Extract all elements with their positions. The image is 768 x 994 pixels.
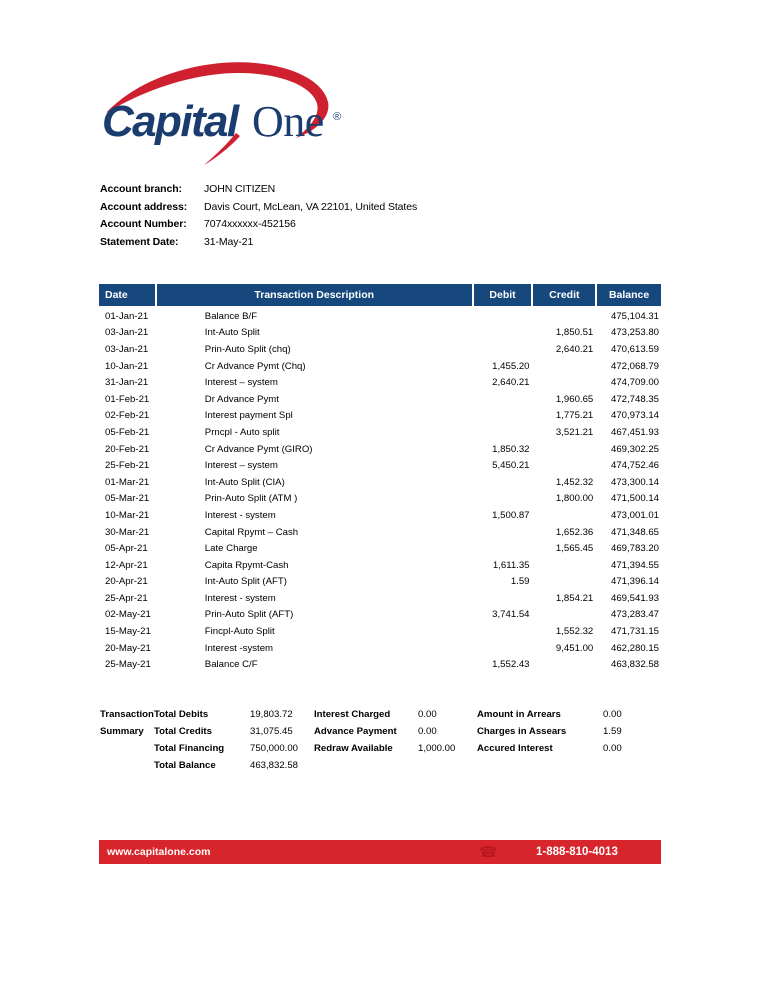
transaction-debit: 1,850.32 [492,443,530,455]
transaction-date: 20-Feb-21 [105,443,150,455]
logo-wordmark-one: One [252,97,324,146]
table-row [99,424,661,441]
table-row [99,408,661,425]
transaction-balance: 469,783.20 [611,543,660,555]
transaction-date: 01-Jan-21 [105,310,149,322]
summary-value: 0.00 [603,709,622,720]
transaction-description: Interest – system [204,377,278,389]
transaction-balance: 472,748.35 [611,393,660,405]
transaction-credit: 9,451.00 [555,642,594,654]
transaction-date: 20-May-21 [105,642,151,654]
transaction-balance: 475,104.31 [611,310,660,322]
transaction-date: 03-Jan-21 [105,327,149,339]
transaction-date: 12-Apr-21 [105,559,148,571]
table-row [99,524,661,541]
table-row [99,640,661,657]
transaction-balance: 471,394.55 [611,559,660,571]
transaction-debit: 1,552.43 [492,659,530,671]
transaction-credit: 1,652.36 [555,526,594,538]
table-row [99,391,661,408]
account-address-value: Davis Court, McLean, VA 22101, United States [204,200,418,213]
table-row [99,607,661,624]
transaction-credit: 3,521.21 [555,426,594,438]
statement-date-label: Statement Date: [100,235,179,248]
transaction-date: 25-Feb-21 [105,460,150,472]
column-header-debit: Debit [474,284,532,306]
table-body [99,308,661,673]
transaction-balance: 473,283.47 [611,609,660,621]
transaction-balance: 473,001.01 [611,509,660,521]
transaction-credit: 1,565.45 [555,543,594,555]
account-branch-label: Account branch: [100,183,182,195]
transaction-date: 05-Feb-21 [105,426,150,438]
summary-value: 0.00 [603,743,622,754]
summary-value: 0.00 [418,709,437,720]
summary-label: Total Debits [154,709,209,720]
transaction-date: 05-Apr-21 [105,543,148,555]
table-row [99,507,661,524]
table-row [99,374,661,391]
transaction-debit: 5,450.21 [492,460,530,472]
transaction-debit: 1,455.20 [492,360,530,372]
summary-label: Total Balance [154,760,216,771]
summary-line [314,740,477,757]
summary-label: Advance Payment [314,726,397,737]
transaction-debit: 1,500.87 [492,509,530,521]
transaction-description: Capital Rpymt – Cash [204,526,299,538]
summary-column-arrears [477,706,647,774]
transaction-date: 02-May-21 [105,609,151,621]
footer-bar [99,840,661,864]
transaction-credit: 1,854.21 [555,592,594,604]
transaction-description: Interest payment Spl [204,410,293,422]
transaction-balance: 471,500.14 [611,493,660,505]
transaction-balance: 474,752.46 [611,460,660,472]
account-info [100,183,660,253]
transaction-summary [100,706,662,774]
table-header-row [99,284,661,306]
table-row [99,574,661,591]
column-header-credit: Credit [533,284,595,306]
summary-column-interest [314,706,477,774]
transaction-balance: 471,396.14 [611,576,660,588]
transaction-description: Prin-Auto Split (chq) [204,343,291,355]
transaction-balance: 469,541.93 [611,592,660,604]
transaction-description: Fincpl-Auto Split [204,626,275,638]
transaction-balance: 471,348.65 [611,526,660,538]
summary-label: Total Financing [154,743,225,754]
transaction-balance: 473,253.80 [611,327,660,339]
statement-date-row [100,236,660,254]
transaction-description: Late Charge [204,543,258,555]
transaction-description: Dr Advance Pymt [204,393,279,405]
transaction-debit: 1.59 [510,576,530,588]
summary-line [314,723,477,740]
transaction-description: Interest - system [204,592,276,604]
transaction-credit: 1,850.51 [555,327,594,339]
transaction-date: 20-Apr-21 [105,576,148,588]
account-number-row [100,218,660,236]
summary-title [100,706,154,774]
transaction-date: 25-Apr-21 [105,592,148,604]
summary-line [314,706,477,723]
summary-line [477,723,647,740]
summary-value: 750,000.00 [250,743,299,754]
transaction-description: Int-Auto Split (CIA) [204,476,285,488]
account-number-value: 7074xxxxxx-452156 [204,218,296,230]
transaction-description: Capita Rpymt-Cash [204,559,289,571]
summary-label: Charges in Assears [477,726,567,737]
transaction-balance: 463,832.58 [611,659,660,671]
transaction-balance: 470,973.14 [611,410,660,422]
footer-phone-number[interactable]: 1-888-810-4013 [536,846,618,858]
transaction-balance: 470,613.59 [611,343,660,355]
transaction-balance: 473,300.14 [611,476,660,488]
transaction-date: 15-May-21 [105,626,151,638]
table-row [99,590,661,607]
column-header-date: Date [99,284,155,306]
transaction-description: Interest – system [204,460,278,472]
table-row [99,358,661,375]
summary-line [154,723,314,740]
phone-icon: ☎ [479,843,498,861]
summary-line [477,706,647,723]
logo-wordmark-capital: Capital [102,97,238,146]
summary-value: 463,832.58 [250,760,299,771]
column-header-balance: Balance [597,284,661,306]
summary-line [154,706,314,723]
summary-line [154,740,314,757]
column-header-description: Transaction Description [157,284,472,306]
transaction-balance: 474,709.00 [611,377,660,389]
table-row [99,557,661,574]
table-row [99,457,661,474]
summary-column-totals [154,706,314,774]
capital-one-logo [100,58,360,170]
transaction-credit: 1,800.00 [555,493,594,505]
transaction-description: Prin-Auto Split (ATM ) [204,493,298,505]
transaction-debit: 3,741.54 [492,609,530,621]
table-row [99,623,661,640]
transaction-description: Interest -system [204,642,274,654]
account-branch-value: JOHN CITIZEN [204,183,276,195]
transaction-date: 05-Mar-21 [105,493,150,505]
statement-date-value: 31-May-21 [204,235,254,248]
transaction-credit: 1,452.32 [555,476,594,488]
summary-value: 1,000.00 [418,743,456,754]
table-row [99,341,661,358]
transaction-credit: 1,552.32 [555,626,594,638]
summary-title-line1: Transaction [100,709,154,720]
summary-value: 31,075.45 [250,726,293,737]
table-row [99,308,661,325]
table-row [99,491,661,508]
transaction-date: 10-Jan-21 [105,360,149,372]
summary-value: 1.59 [603,726,622,737]
transaction-credit: 1,775.21 [555,410,594,422]
transaction-description: Balance B/F [204,310,258,322]
transaction-credit: 2,640.21 [555,343,594,355]
transaction-date: 03-Jan-21 [105,343,149,355]
account-branch-row [100,183,660,201]
transaction-description: Cr Advance Pymt (Chq) [204,360,306,372]
transaction-date: 25-May-21 [105,659,151,671]
transaction-date: 01-Mar-21 [105,476,150,488]
summary-label: Accured Interest [477,743,553,754]
transaction-description: Cr Advance Pymt (GIRO) [204,443,313,455]
account-address-label: Account address: [100,200,188,213]
transaction-description: Prin-Auto Split (AFT) [204,609,294,621]
transaction-description: Interest - system [204,509,276,521]
table-row [99,474,661,491]
transaction-date: 10-Mar-21 [105,509,150,521]
transaction-balance: 472,068.79 [611,360,660,372]
transaction-balance: 467,451.93 [611,426,660,438]
table-row [99,441,661,458]
account-address-row [100,201,660,219]
transaction-date: 31-Jan-21 [105,377,149,389]
summary-label: Redraw Available [314,743,393,754]
table-row [99,656,661,673]
capital-one-logo-svg [100,58,360,170]
transaction-date: 01-Feb-21 [105,393,150,405]
transaction-balance: 471,731.15 [611,626,660,638]
summary-label: Amount in Arrears [477,709,561,720]
summary-label: Total Credits [154,726,212,737]
transaction-description: Balance C/F [204,659,258,671]
transaction-debit: 2,640.21 [492,377,530,389]
table-row [99,325,661,342]
transaction-balance: 469,302.25 [611,443,660,455]
footer-website-link[interactable]: www.capitalone.com [107,846,211,858]
summary-label: Interest Charged [314,709,391,720]
summary-line [154,757,314,774]
transaction-credit: 1,960.65 [555,393,594,405]
transactions-table [99,284,661,673]
transaction-description: Int-Auto Split (AFT) [204,576,287,588]
transaction-balance: 462,280.15 [611,642,660,654]
logo-registered-mark: ® [333,111,342,123]
summary-line [477,740,647,757]
transaction-debit: 1,611.35 [492,559,530,571]
transaction-date: 30-Mar-21 [105,526,150,538]
table-row [99,540,661,557]
summary-value: 19,803.72 [250,709,293,720]
transaction-description: Prncpl - Auto split [204,426,280,438]
account-number-label: Account Number: [100,218,187,230]
transaction-date: 02-Feb-21 [105,410,150,422]
transaction-description: Int-Auto Split [204,327,260,339]
summary-value: 0.00 [418,726,437,737]
summary-title-line2: Summary [100,726,144,737]
